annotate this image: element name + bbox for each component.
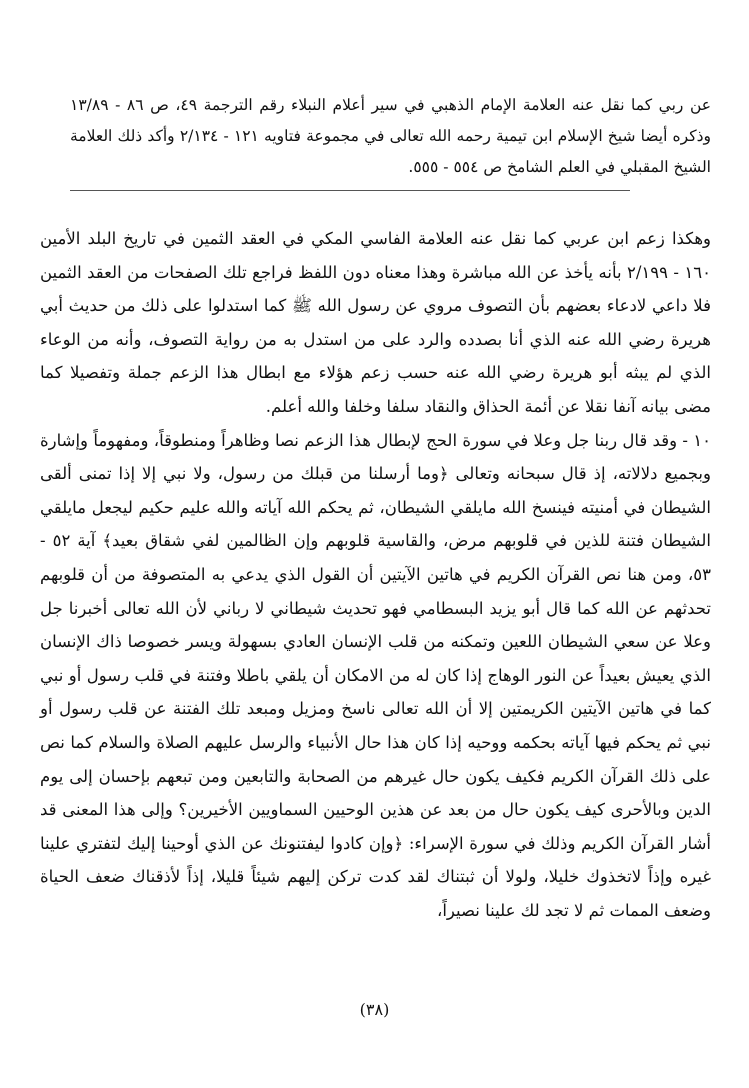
footnote-text: عن ربي كما نقل عنه العلامة الإمام الذهبي في سير أعلام النبلاء رقم الترجمة ٤٩، ص ٨٦ - ١٣/٨٩ وذكره أيضا شيخ الإسلام ابن تيمية رحمه الله تعالى في مجموعة فتاويه ١٢١ - ٢/١٣٤ وأكد ذلك العلامة الشيخ المقبلي في العلم الشامخ ص ٥٥٤ - ٥٥٥. (70, 96, 711, 176)
footnote-divider (70, 190, 630, 191)
paragraph-1: وهكذا زعم ابن عربي كما نقل عنه العلامة الفاسي المكي في العقد الثمين في تاريخ البلد الأمين ١٦٠ - ٢/١٩٩ بأنه يأخذ عن الله مباشرة وهذا معناه دون اللفظ فراجع تلك الصفحات من العقد الثمين فلا داعي لادعاء بعضهم بأن التصوف مروي عن رسول الله ﷺ كما استدلوا على ذلك من حديث أبي هريرة رضي الله عنه الذي أنا بصدده والرد على من استدل به من رواية التصوف، وأنه من الوعاء الذي لم يبثه أبو هريرة رضي الله عنه حسب زعم هؤلاء مع ابطال هذا الزعم جملة وتفصيلا كما مضى بيانه آنفا نقلا عن أئمة الحذاق والنقاد سلفا وخلفا والله أعلم. (40, 229, 711, 416)
paragraph-2: ١٠ - وقد قال ربنا جل وعلا في سورة الحج لإبطال هذا الزعم نصا وظاهراً ومنطوقاً، ومفهوماً وإشارة وبجميع دلالاته، إذ قال سبحانه وتعالى ﴿وما أرسلنا من قبلك من رسول، ولا نبي إلا إذا تمنى ألقى الشيطان في أمنيته فينسخ الله مايلقي الشيطان، ثم يحكم الله آياته والله عليم حكيم ليجعل مايلقي الشيطان فتنة للذين في قلوبهم مرض، والقاسية قلوبهم وإن الظالمين لفي شقاق بعيد﴾ آية ٥٢ - ٥٣، ومن هنا نص القرآن الكريم في هاتين الآيتين أن القول الذي يدعي به المتصوفة من أن قلوبهم تحدثهم عن الله كما قال أبو يزيد البسطامي فهو تحديث شيطاني لا رباني لأن الله تعالى أخبرنا جل وعلا عن سعي الشيطان اللعين وتمكنه من قلب الإنسان العادي بسهولة ويسر خصوصا ذاك الإنسان الذي يعيش بعيداً عن النور الوهاج إذا كان له من الامكان أن يلقي باطلا وفتنة في قلب رسول أو نبي كما في هاتين الآيتين الكريمتين إلا أن الله تعالى ناسخ ومزيل ومبعد تلك الفتنة عن قلب رسول أو نبي ثم يحكم فيها آياته بحكمه ووحيه إذا كان هذا حال الأنبياء والرسل عليهم الصلاة والسلام كما نص على ذلك القرآن الكريم فكيف يكون حال غيرهم من الصحابة والتابعين ومن تبعهم بإحسان إلى يوم الدين وبالأحرى كيف يكون حال من بعد عن هذين الوحيين السماويين الأخيرين؟ وإلى هذا المعنى قد أشار القرآن الكريم وذلك في سورة الإسراء: ﴿وإن كادوا ليفتنونك عن الذي أوحينا إليك لتفتري علينا غيره وإذاً لاتخذوك خليلا، ولولا أن ثبتناك لقد كدت تركن إليهم شيئاً قليلا، إذاً لأذقناك ضعف الحياة وضعف الممات ثم لا تجد لك علينا نصيراً، (40, 430, 711, 920)
main-text (40, 222, 711, 927)
page-number: (٣٨) (359, 1000, 390, 1019)
